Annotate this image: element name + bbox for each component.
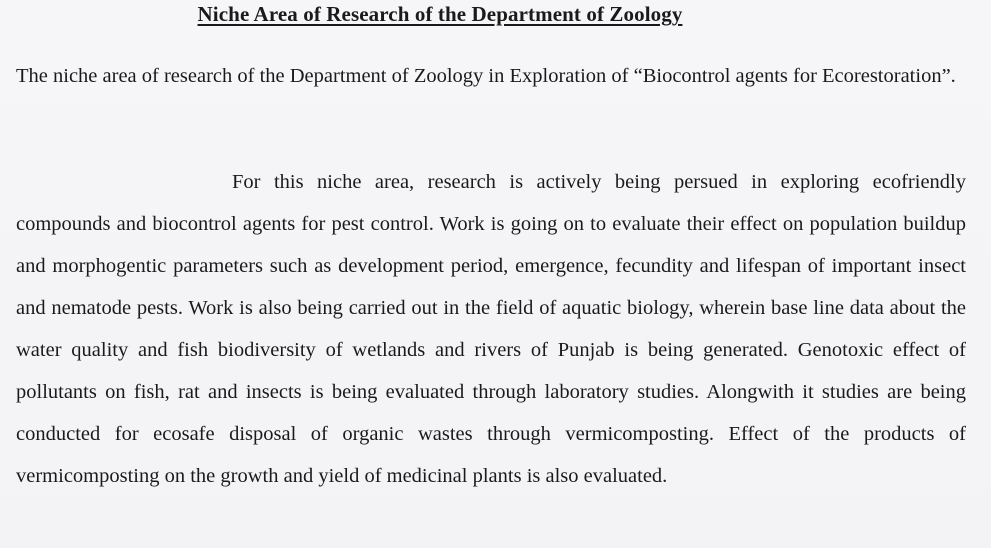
body-paragraph: For this niche area, research is actively being persued in exploring ecofriendly compounds and biocontrol agents for pest control. Work is going on to evaluate their effect on population buildup and morphogentic parameters such as development period, emergence, fecundity and lifespan of important insect and nematode pests. Work is also being carried out in the field of aquatic biology, wherein base line data about the water quality and fish biodiversity of wetlands and rivers of Punjab is being generated. Genotoxic effect of pollutants on fish, rat and insects is being evaluated through laboratory studies. Alongwith it studies are being conducted for ecosafe disposal of organic wastes through vermicomposting. Effect of the products of vermicomposting on the growth and yield of medicinal plants is also evaluated.: [16, 171, 966, 487]
document-title: Niche Area of Research of the Department of Zoology: [197, 2, 683, 26]
intro-paragraph: The niche area of research of the Department of Zoology in Exploration of “Biocontrol agents for Ecorestoration”.: [16, 65, 956, 87]
